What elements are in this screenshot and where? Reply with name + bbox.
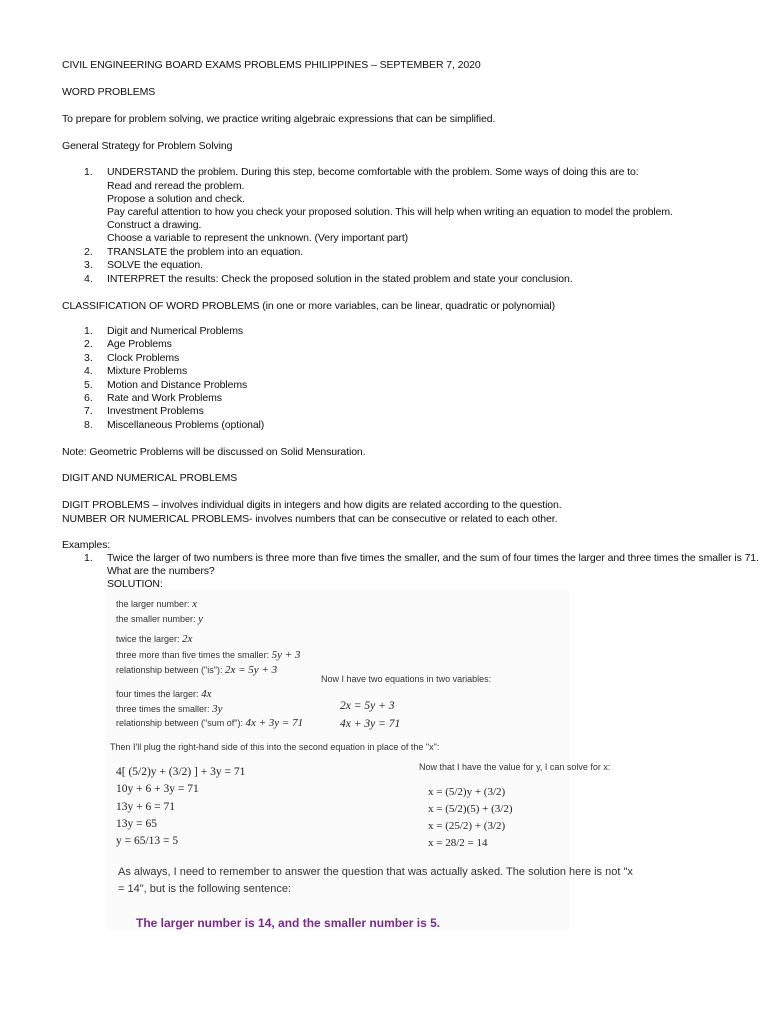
classification-number: 3. (84, 352, 93, 364)
left-step: 13y = 65 (116, 818, 157, 830)
classification-item: Digit and Numerical Problems (107, 325, 244, 337)
solution-label: SOLUTION: (107, 578, 163, 590)
intro-paragraph: To prepare for problem solving, we practice writing algebraic expressions that can be simplified. (62, 113, 496, 125)
example-number: 1. (84, 552, 93, 564)
right-step: x = (5/2)y + (3/2) (428, 786, 506, 798)
strategy-number: 4. (84, 273, 93, 285)
twice-label: twice the larger: 2x (116, 633, 193, 645)
system-equation-2: 4x + 3y = 71 (340, 718, 401, 730)
larger-label: the larger number: x (116, 598, 197, 610)
definition-numerical: NUMBER OR NUMERICAL PROBLEMS- involves numbers that can be consecutive or related to each other. (62, 513, 558, 525)
classification-number: 5. (84, 379, 93, 391)
relationship-sum-label: relationship between ("sum of"): 4x + 3y = 71 (116, 717, 304, 729)
strategy-heading: General Strategy for Problem Solving (62, 140, 233, 152)
right-step: x = (5/2)(5) + (3/2) (428, 803, 513, 815)
strategy-subitem: Construct a drawing. (107, 219, 202, 231)
section-heading-digit: DIGIT AND NUMERICAL PROBLEMS (62, 472, 238, 484)
classification-item: Rate and Work Problems (107, 392, 222, 404)
classification-number: 1. (84, 325, 93, 337)
classification-item: Investment Problems (107, 405, 204, 417)
smaller-label: the smaller number: y (116, 613, 203, 625)
classification-heading: CLASSIFICATION OF WORD PROBLEMS (in one or more variables, can be linear, quadratic or polynomial) (62, 300, 556, 312)
left-step: y = 65/13 = 5 (116, 835, 179, 847)
strategy-item: UNDERSTAND the problem. During this step, become comfortable with the problem. Some ways of doing this are to: (107, 166, 639, 178)
solve-x-note: Now that I have the value for y, I can solve for x: (419, 762, 611, 772)
classification-number: 2. (84, 338, 93, 350)
final-answer: The larger number is 14, and the smaller number is 5. (136, 916, 441, 930)
strategy-subitem: Pay careful attention to how you check your proposed solution. This will help when writing an equation to model the problem. (107, 206, 673, 218)
system-equation-1: 2x = 5y + 3 (340, 700, 395, 712)
three-times-label: three times the smaller: 3y (116, 703, 223, 715)
note-text: Note: Geometric Problems will be discussed on Solid Mensuration. (62, 446, 366, 458)
strategy-subitem: Choose a variable to represent the unknown. (Very important part) (107, 232, 409, 244)
examples-label: Examples: (62, 539, 111, 551)
relationship-is-label: relationship between ("is"): 2x = 5y + 3 (116, 664, 278, 676)
four-times-label: four times the larger: 4x (116, 688, 212, 700)
strategy-number: 2. (84, 246, 93, 258)
left-step: 13y + 6 = 71 (116, 801, 175, 813)
classification-item: Mixture Problems (107, 365, 188, 377)
solution-panel (106, 590, 633, 930)
two-equations-note: Now I have two equations in two variables: (321, 674, 492, 684)
left-step: 10y + 6 + 3y = 71 (116, 783, 199, 795)
strategy-item: INTERPRET the results: Check the proposed solution in the stated problem and state your conclusion. (107, 273, 573, 285)
right-step: x = (25/2) + (3/2) (428, 820, 506, 832)
strategy-subitem: Propose a solution and check. (107, 193, 245, 205)
conclusion-text-line1: As always, I need to remember to answer the question that was actually asked. The solution here is not "x (118, 866, 633, 878)
document-title: CIVIL ENGINEERING BOARD EXAMS PROBLEMS PHILIPPINES – SEPTEMBER 7, 2020 (62, 59, 481, 71)
classification-number: 4. (84, 365, 93, 377)
strategy-number: 3. (84, 259, 93, 271)
strategy-item: SOLVE the equation. (107, 259, 203, 271)
classification-item: Clock Problems (107, 352, 180, 364)
strategy-item: TRANSLATE the problem into an equation. (107, 246, 304, 258)
classification-number: 7. (84, 405, 93, 417)
conclusion-text-line2: = 14", but is the following sentence: (118, 883, 291, 895)
example-question: Twice the larger of two numbers is three more than five times the smaller, and the sum of four times the larger and three times the smaller is 71. (107, 552, 759, 564)
left-step: 4[ (5/2)y + (3/2) ] + 3y = 71 (116, 766, 246, 778)
classification-number: 6. (84, 392, 93, 404)
three-more-label: three more than five times the smaller: 5y + 3 (116, 649, 301, 661)
section-heading-word-problems: WORD PROBLEMS (62, 86, 156, 98)
strategy-number: 1. (84, 166, 93, 178)
plug-in-note: Then I'll plug the right-hand side of this into the second equation in place of the "x": (110, 742, 440, 752)
classification-item: Age Problems (107, 338, 172, 350)
classification-item: Motion and Distance Problems (107, 379, 248, 391)
classification-item: Miscellaneous Problems (optional) (107, 419, 265, 431)
definition-digit: DIGIT PROBLEMS – involves individual digits in integers and how digits are related according to the question. (62, 499, 562, 511)
right-step: x = 28/2 = 14 (428, 837, 488, 849)
classification-number: 8. (84, 419, 93, 431)
strategy-subitem: Read and reread the problem. (107, 180, 245, 192)
example-question-cont: What are the numbers? (107, 565, 215, 577)
